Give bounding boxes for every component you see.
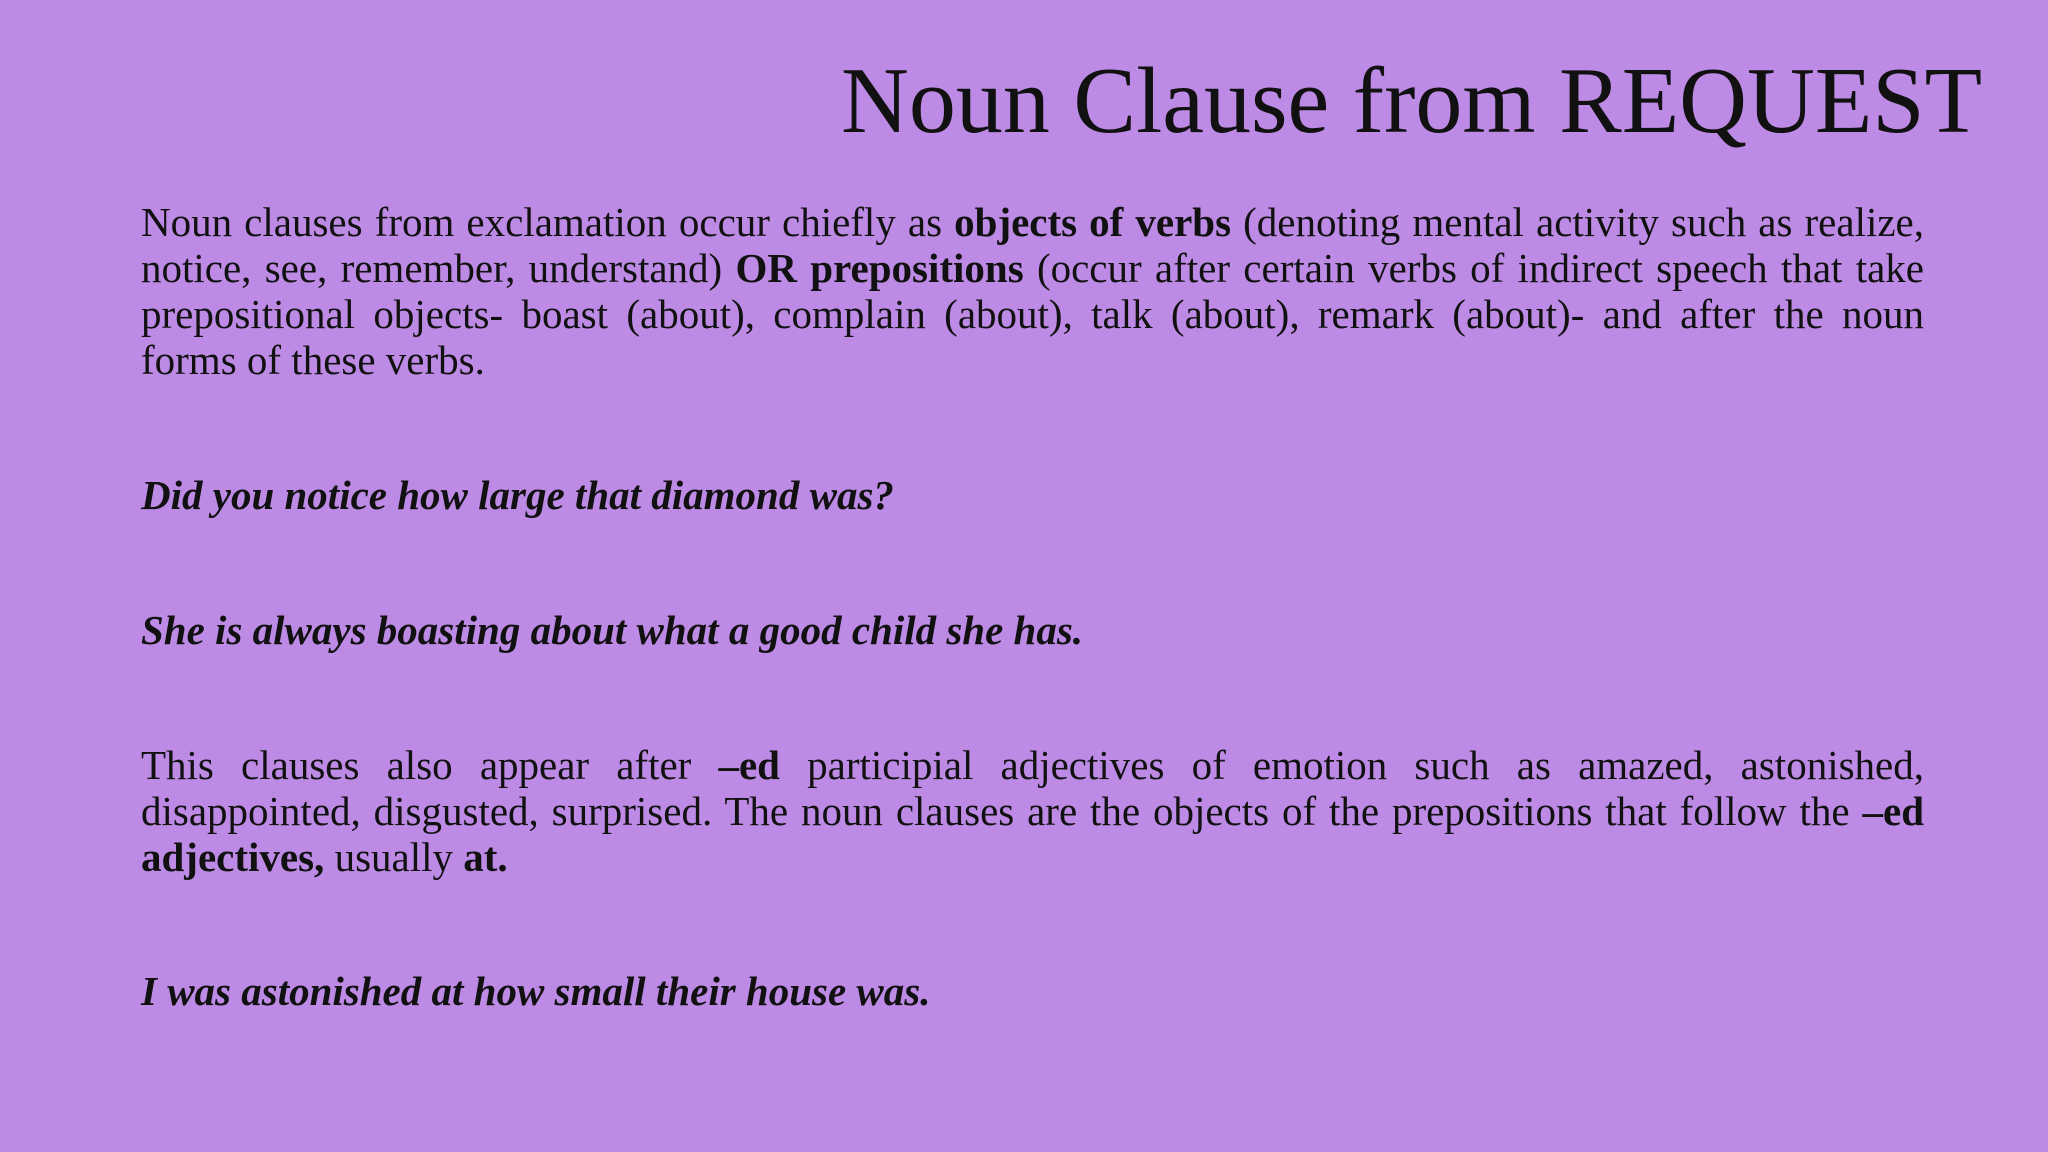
- paragraph-noun-clauses-intro: [141, 199, 1924, 383]
- text-run: This clauses also appear after: [141, 742, 719, 788]
- paragraph-ed-adjectives: [141, 742, 1924, 880]
- bold-text-run: –ed adjectives,: [141, 788, 1924, 880]
- bold-text-run: OR prepositions: [735, 245, 1024, 291]
- text-run: (occur after certain verbs of indirect speech that take prepositional objects- boast (about), complain (about), talk (about), remark (about)- and after the noun forms of these verbs.: [141, 245, 1924, 383]
- slide-title: Noun Clause from REQUEST: [841, 49, 1982, 153]
- bold-text-run: –ed: [718, 742, 780, 788]
- example-sentence-2: She is always boasting about what a good child she has.: [141, 607, 1084, 653]
- text-run: participial adjectives of emotion such as amazed, astonished, disappointed, disgusted, surprised. The noun clauses are the objects of the prepositions that follow the: [141, 742, 1924, 834]
- text-run: (denoting mental activity such as realize, notice, see, remember, understand): [141, 199, 1924, 291]
- example-sentence-1: Did you notice how large that diamond was?: [141, 472, 894, 518]
- bold-text-run: at.: [463, 834, 508, 880]
- example-sentence-3: I was astonished at how small their house was.: [141, 968, 931, 1014]
- bold-text-run: objects of verbs: [954, 199, 1232, 245]
- text-run: Noun clauses from exclamation occur chiefly as: [141, 199, 955, 245]
- text-run: usually: [324, 834, 464, 880]
